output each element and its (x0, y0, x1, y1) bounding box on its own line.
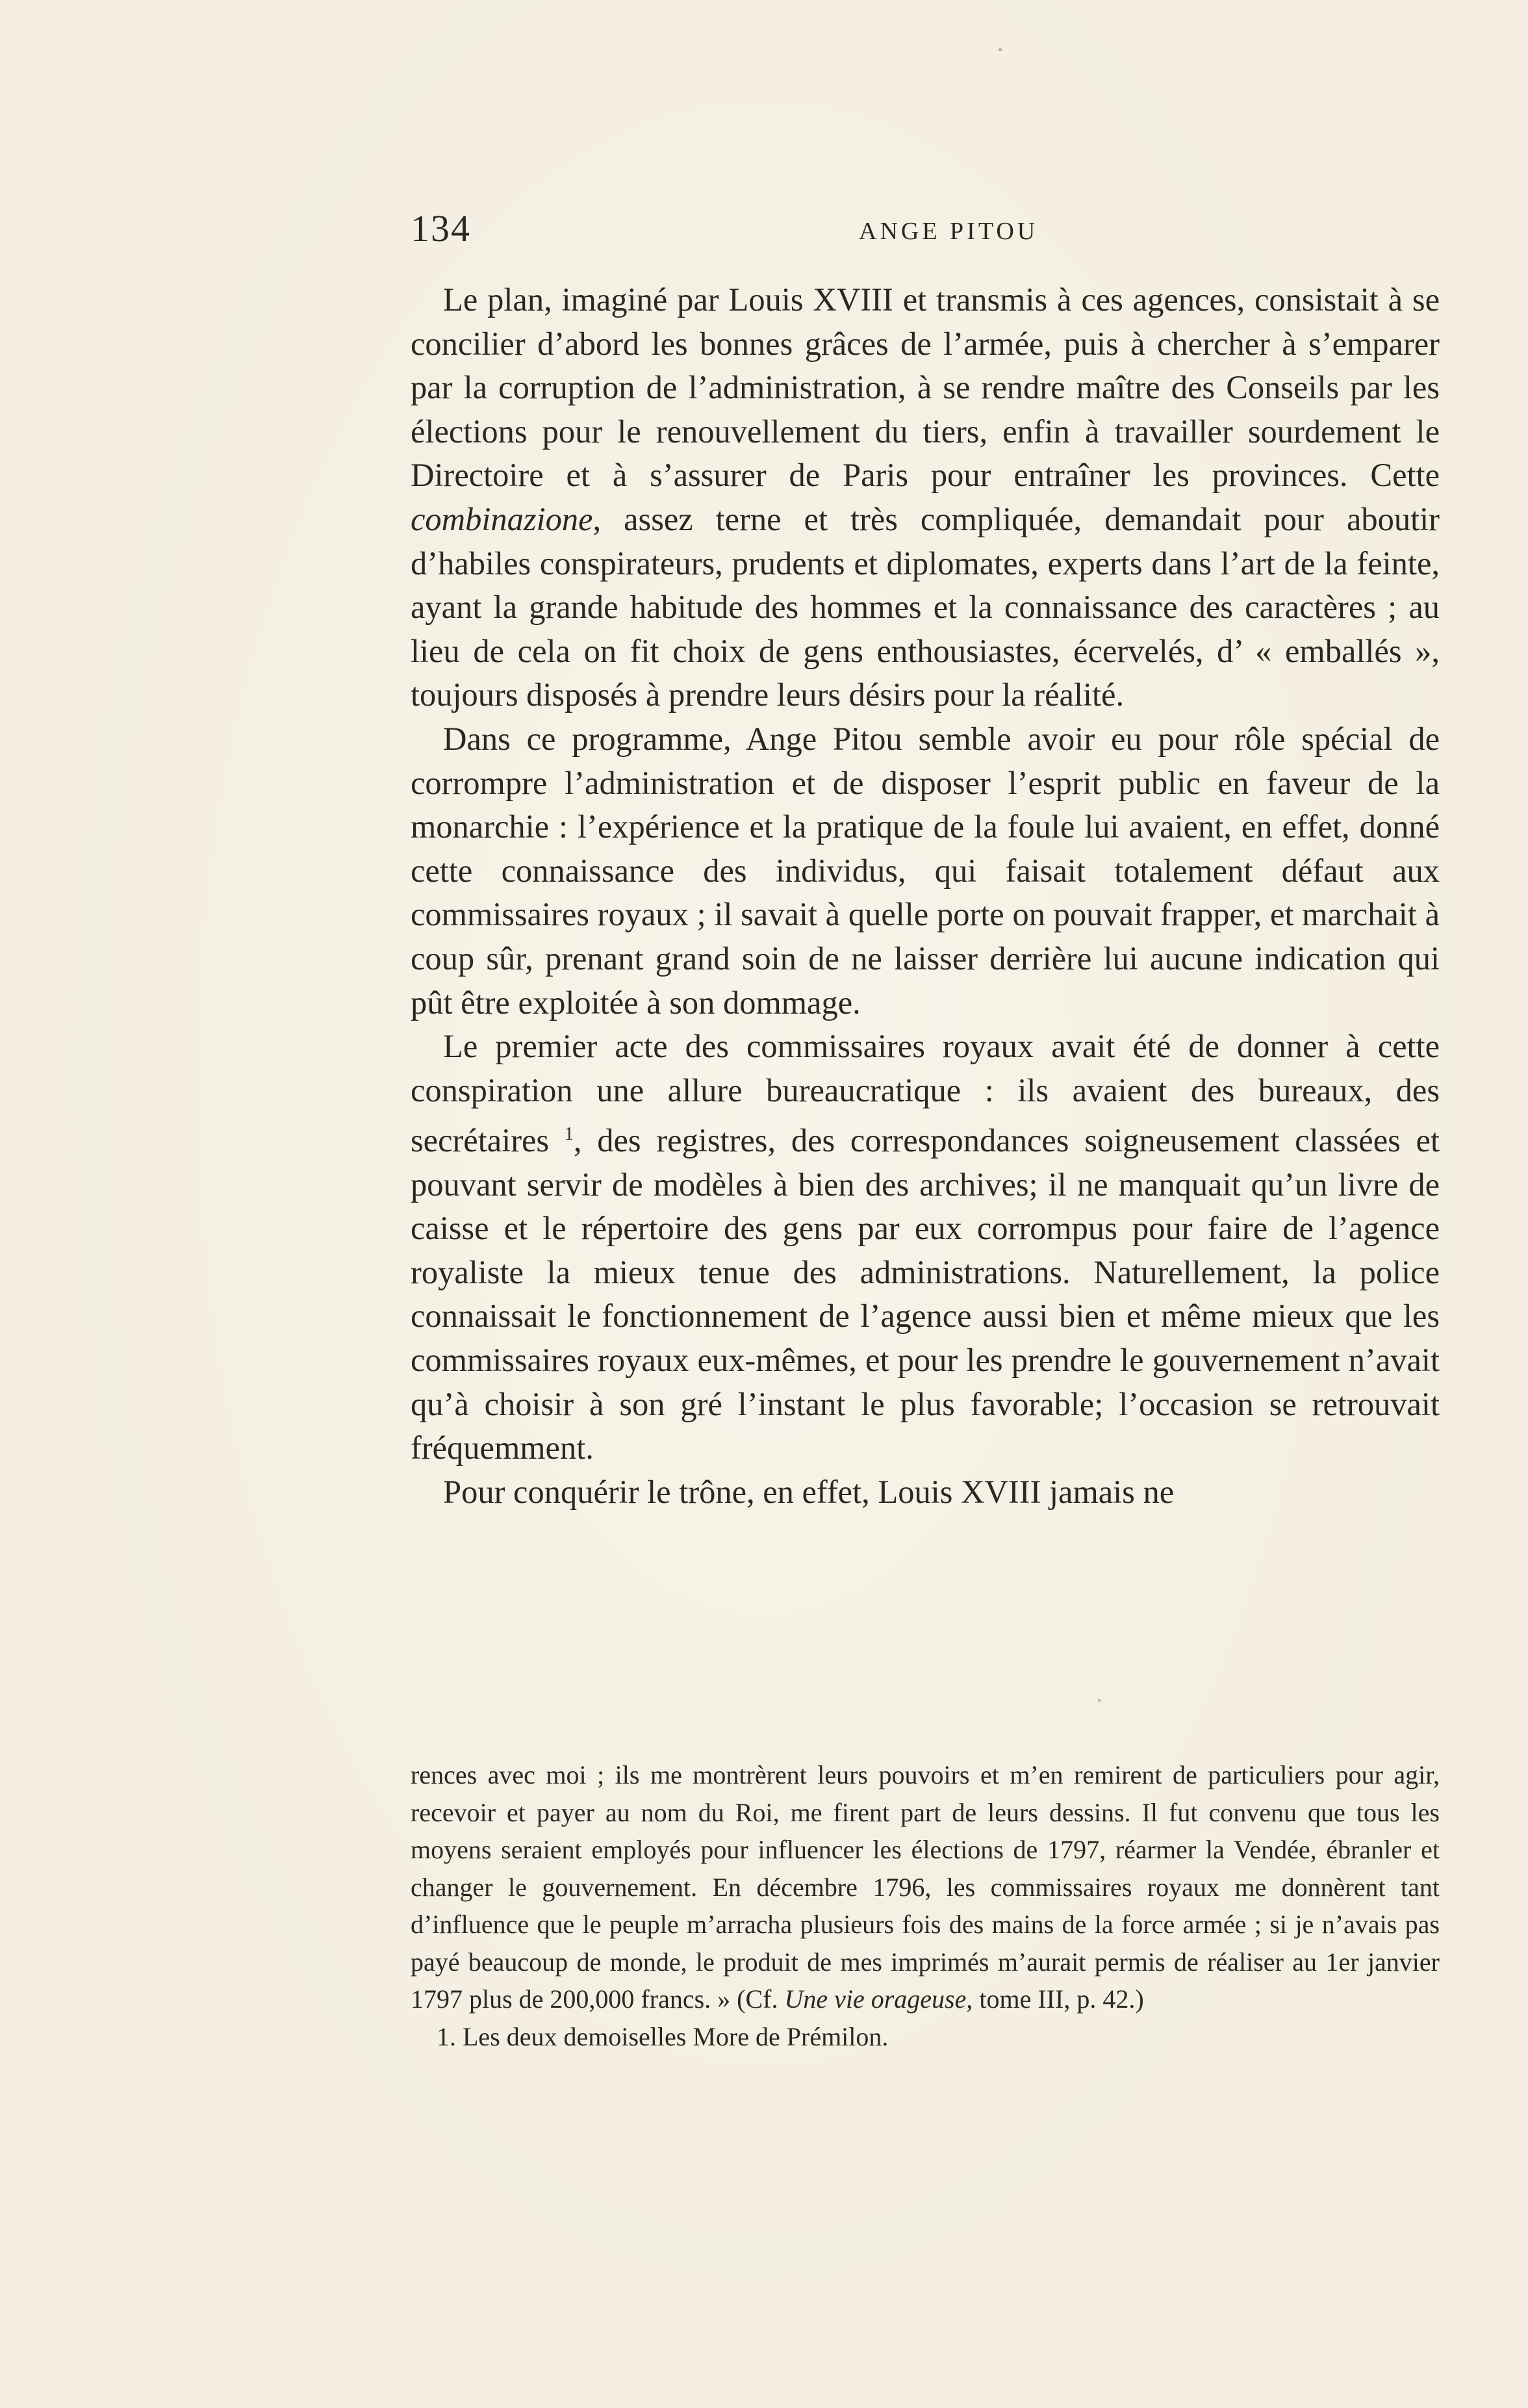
italic-term: combinazione (411, 500, 593, 537)
footnote-reference[interactable]: 1 (564, 1124, 574, 1145)
footnote (411, 2018, 1440, 2056)
paragraph-text: Le premier acte des commissaires royaux avait été de donner à cette conspiration une allure bureaucratique : ils avaient des bureaux, des secrétaires (411, 1028, 1440, 1159)
paragraph-text: Pour conquérir le trône, en effet, Louis XVIII jamais ne (443, 1473, 1175, 1510)
paragraph (411, 717, 1440, 1025)
footnote-text: , tome III, p. 42.) (966, 1984, 1144, 2014)
paragraph-text: , assez terne et très compliquée, demandait pour aboutir d’habiles conspirateurs, prudents et diplomates, experts dans l’art de la feinte, ayant la grande habitude des hommes et la connaissance des caractères ; au lieu de cela on fit choix de gens enthousiastes, écervelés, d’ « emballés », toujours disposés à prendre leurs désirs pour la réalité. (411, 500, 1440, 713)
footnotes (411, 1756, 1440, 2055)
paragraph-text: , des registres, des correspondances soigneusement classées et pouvant servir de modèles à bien des archives; il ne manquait qu’un livre de caisse et le répertoire des gens par eux corrompus pour faire de l’agence royaliste la mieux tenue des administrations. Naturellement, la police connaissait le fonctionnement de l’agence aussi bien et même mieux que les commissaires royaux eux-mêmes, et pour les prendre le gouvernement n’avait qu’à choisir à son gré l’instant le plus favorable; l’occasion se retrouvait fréquemment. (411, 1122, 1440, 1467)
main-text (411, 278, 1440, 1514)
paper-speck (1098, 1699, 1101, 1702)
running-title: ANGE PITOU (859, 218, 1039, 245)
paragraph-text: Le plan, imaginé par Louis XVIII et transmis à ces agences, consistait à se concilier d’abord les bonnes grâces de l’armée, puis à chercher à s’emparer par la corruption de l’administration, à se rendre maître des Conseils par les élections pour le renouvellement du tiers, enfin à travailler sourdement le Directoire et à s’assurer de Paris pour entraîner les provinces. Cette (411, 281, 1440, 494)
footnote-number: 1. (437, 2021, 456, 2051)
footnote-text: Les deux demoiselles More de Prémilon. (463, 2021, 889, 2051)
paper-speck (999, 48, 1002, 51)
page-number: 134 (411, 207, 471, 250)
paragraph-text: Dans ce programme, Ange Pitou semble avoir eu pour rôle spécial de corrompre l’administration et de disposer l’esprit public en faveur de la monarchie : l’expérience et la pratique de la foule lui avaient, en effet, donné cette connaissance des individus, qui faisait totalement défaut aux commissaires royaux ; il savait à quelle porte on pouvait frapper, et marchait à coup sûr, prenant grand soin de ne laisser derrière lui aucune indication qui pût être exploitée à son dommage. (411, 720, 1440, 1021)
page-header (411, 207, 1440, 259)
paragraph (411, 1470, 1440, 1515)
footnote-text: rences avec moi ; ils me montrèrent leurs pouvoirs et m’en remirent de particuliers pour agir, recevoir et payer au nom du Roi, me firent part de leurs dessins. Il fut convenu que tous les moyens seraient employés pour influencer les élections de 1797, réarmer la Vendée, ébranler et changer le gouvernement. En décembre 1796, les commissaires royaux me donnèrent tant d’influence que le peuple m’arracha plusieurs fois des mains de la force armée ; si je n’avais pas payé beaucoup de monde, le produit de mes imprimés m’aurait permis de réaliser au 1er janvier 1797 plus de 200,000 francs. » (Cf. (411, 1760, 1440, 2014)
paragraph (411, 278, 1440, 717)
footnote-continued (411, 1756, 1440, 2018)
paragraph (411, 1025, 1440, 1470)
book-title: Une vie orageuse (784, 1984, 967, 2014)
